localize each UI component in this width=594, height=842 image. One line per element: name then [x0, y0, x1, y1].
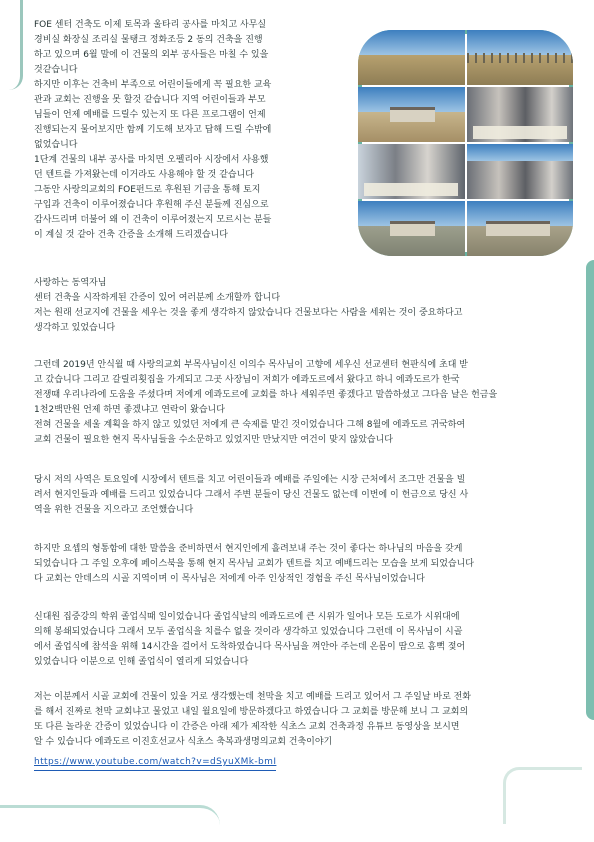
testimony-paragraph-1: 그런데 2019년 안식월 때 사랑의교회 부목사님이신 이의수 목사님이 고향에 세우신 선교센터 현판식에 초대 받 고 갔습니다 그리고 갈릴리횟집을 가게되고 그곳 사장님이 저희가 에콰도르에서 왔다고 하니 에콰도르가 한국 전쟁때 우리나라에 도움을 주셨다며 저에게 에콰도르에 교회를 하나 세워주면 좋겠다고 말씀하셨고 그다음 날은 헌금을 1천2백만원 언제 하면 좋겠냐고 연락이 왔습니다 전혀 건물을 세울 계획을 하지 않고 있었던 저에게 큰 숙제를 맡긴 것이었습니다 그해 8월에 에콰도르 귀국하여 교회 건물이 필요한 현지 목사님들을 수소문하고 있었지만 만났지만 여건이 맞지 않았습니다 [34, 360, 498, 445]
construction-photo-collage [358, 30, 573, 256]
photo-site-land [358, 30, 465, 85]
side-decoration [586, 260, 594, 720]
corner-decoration [0, 0, 23, 90]
bottom-decoration [0, 805, 220, 842]
testimony-paragraph-2: 당시 저의 사역은 토요일에 시장에서 텐트를 치고 어린이들과 예배를 주일에는 시장 근처에서 조그만 건물을 빌 려서 현지인들과 예배를 드리고 있었습니다 그래서 주변 분들이 당신 건물도 없는데 이번에 이 헌금으로 당신 사 역을 위한 건물을 지으라고 조언했습니다 [34, 475, 469, 515]
testimony-paragraph-5: 저는 이분께서 시골 교회에 건물이 있을 거로 생각했는데 천막을 치고 예배를 드리고 있어서 그 주일날 바로 전화 를 해서 진짜로 천막 교회냐고 물었고 내일 월요일에 방문하겠다고 하였습니다 그 교회를 방문해 보니 그 교회의 또 다른 놀라운 간증이 있었습니다 이 간증은 아래 제가 제작한 식초스 교회 건축과정 유튜브 동영상을 보시면 알 수 있습니다 에콰도르 이진호선교사 식초스 축복과생명의교회 건축이야기 [34, 692, 472, 747]
greeting-paragraph: 사랑하는 동역자님 센터 건축을 시작하게된 간증이 있어 여러분께 소개할까 합니다 저는 원래 선교지에 건물을 세우는 것을 좋게 생각하지 않았습니다 건물보다는 사람을 세워는 것이 중요하다고 생각하고 있었습니다 [34, 278, 463, 333]
photo-group-gathering [358, 144, 465, 199]
photo-completed-building [358, 201, 465, 256]
corner-decoration-bottom-right [503, 767, 582, 824]
testimony-paragraph-4: 신대원 집중강의 학위 졸업식때 일이었습니다 졸업식날의 에콰도르에 큰 시위가 일어나 모든 도로가 시위대에 의해 봉쇄되었습니다 그래서 모두 졸업식을 치를수 없을 것이라 생각하고 있었습니다 그런데 이 목사님이 시골 에서 졸업식에 참석을 위해 14시간을 걸어서 도착하였습니다 목사님을 껴안아 주는데 온몸이 땀으로 흠뻑 젖어 있었습니다 이분으로 인해 졸업식이 열리게 되었습니다 [34, 612, 466, 667]
photo-outdoor-group [467, 144, 574, 199]
intro-paragraph: FOE 센터 건축도 이제 토목과 울타리 공사를 마치고 사무실 경비실 화장실 조리실 물탱크 정화조등 2 동의 건축을 진행 하고 있으며 6월 말에 이 건물의 외부 공사들은 마칠 수 있을 것같습니다 하지만 이후는 건축비 부족으로 어린이들에게 꼭 필요한 교육 관과 교회는 진행을 못 할것 같습니다 지역 어린이들과 부모 님들이 언제 예배를 드릴수 있는지 또 다른 프로그램이 언제 진행되는지 물어보지만 함께 기도해 보자고 답해 드릴 수밖에 없었습니다 1단계 건물의 내부 공사를 마치면 오펠리아 시장에서 사용했 던 텐트를 가져왔는데 이거라도 사용해야 할 것 같습니다 그동안 사랑의교회의 FOE펀드로 후원된 기금을 통해 토지 구입과 건축이 이루어졌습니다 후원해 주신 분들께 진심으로 감사드리며 더불어 왜 이 건축이 이루어졌는지 모르시는 분들 이 계실 것 같아 건축 간증을 소개해 드리겠습니다 [34, 20, 272, 240]
youtube-video-link[interactable]: https://www.youtube.com/watch?v=dSyuXMk-bmI [34, 755, 276, 771]
photo-people-meal [467, 87, 574, 142]
testimony-paragraph-3: 하지만 요셉의 형통함에 대한 말씀을 준비하면서 현지인에게 흘려보내 주는 것이 좋다는 하나님의 마음을 갖게 되었습니다 그 주일 오후에 페이스북을 통해 현지 목사님 교회가 텐트를 치고 예배드리는 모습을 보게 되었습니다 다 교회는 안데스의 시골 지역이며 이 목사님은 저에게 아주 인상적인 경험을 주신 목사님이었습니다 [34, 544, 474, 584]
photo-building-walls [358, 87, 465, 142]
photo-building-structure [467, 201, 574, 256]
photo-fence-land [467, 30, 574, 85]
